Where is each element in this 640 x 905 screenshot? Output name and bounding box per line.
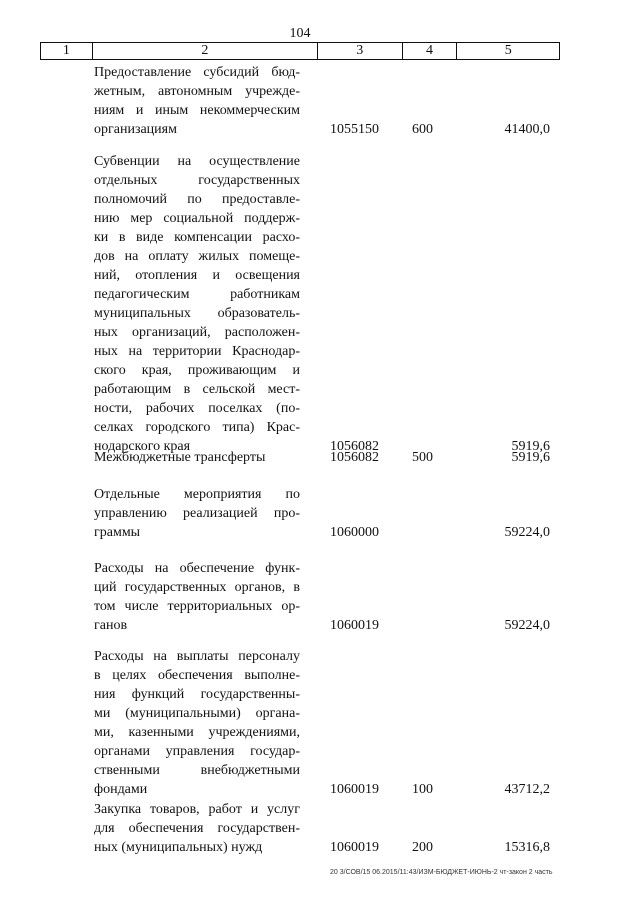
description-line: ний, отопления и освещения: [94, 268, 300, 283]
row-expense-type: 200: [412, 840, 433, 855]
row-description: [94, 485, 300, 542]
description-line: ми, казенными учреждениями,: [94, 725, 300, 740]
header-col-1: 1: [62, 43, 70, 58]
header-col-4: 4: [402, 43, 457, 59]
row-amount: 59224,0: [504, 618, 550, 633]
description-line: Закупка товаров, работ и услуг: [94, 802, 300, 817]
description-line: Субвенции на осуществление: [94, 154, 300, 169]
description-line: Расходы на выплаты персоналу: [94, 649, 300, 664]
description-line: для обеспечения государствен-: [94, 821, 300, 836]
row-code: 1055150: [330, 122, 379, 137]
row-code: 1056082: [330, 450, 379, 465]
row-description: [94, 559, 300, 635]
description-line: органами управления государ-: [94, 744, 300, 759]
row-amount: 15316,8: [504, 840, 550, 855]
description-line: Межбюджетные трансферты: [94, 450, 266, 465]
row-code: 1056082: [330, 439, 379, 454]
description-line: ных (муниципальных) нужд: [94, 840, 263, 855]
header-col-5: 5: [456, 43, 559, 59]
row-amount: 43712,2: [504, 782, 550, 797]
row-description: [94, 800, 300, 857]
description-line: полномочий по предоставле-: [94, 192, 300, 207]
description-line: том числе территориальных ор-: [94, 599, 300, 614]
description-line: Расходы на обеспечение функ-: [94, 561, 300, 576]
description-line: жетным, автономным учрежде-: [94, 84, 300, 99]
description-line: ций государственных органов, в: [94, 580, 300, 595]
footer-stamp: 20 3/СОВ/15 06.2015/11:43/ИЗМ-БЮДЖЕТ-ИЮНЬ-2 чт-закон 2 часть: [330, 869, 553, 876]
description-line: ниям и иным некоммерческим: [94, 103, 300, 118]
description-line: ности, рабочих поселках (по-: [94, 401, 300, 416]
header-col-3: 3: [317, 43, 402, 59]
description-line: ки в виде компенсации расхо-: [94, 230, 300, 245]
page-number: 104: [289, 26, 311, 41]
description-line: ных организаций, расположен-: [94, 325, 300, 340]
description-line: отдельных государственных: [94, 173, 300, 188]
row-code: 1060019: [330, 782, 379, 797]
description-line: ского края, проживающим и: [94, 363, 300, 378]
description-line: работающим в сельской мест-: [94, 382, 300, 397]
description-line: ственными внебюджетными: [94, 763, 300, 778]
description-line: ганов: [94, 618, 128, 633]
row-amount: 5919,6: [511, 439, 550, 454]
description-line: ния функций государственны-: [94, 687, 300, 702]
row-amount: 41400,0: [504, 122, 550, 137]
description-line: нодарского края: [94, 439, 191, 454]
description-line: нию мер социальной поддерж-: [94, 211, 300, 226]
description-line: фондами: [94, 782, 148, 797]
description-line: муниципальных образователь-: [94, 306, 300, 321]
row-description: [94, 448, 300, 467]
row-description: [94, 647, 300, 799]
row-code: 1060019: [330, 840, 379, 855]
description-line: в целях обеспечения выполне-: [94, 668, 300, 683]
row-amount: 5919,6: [511, 450, 550, 465]
description-line: организациям: [94, 122, 177, 137]
row-code: 1060019: [330, 618, 379, 633]
row-expense-type: 500: [412, 450, 433, 465]
row-description: [94, 152, 300, 456]
description-line: граммы: [94, 525, 141, 540]
description-line: педагогическим работникам: [94, 287, 300, 302]
description-line: ми (муниципальными) органа-: [94, 706, 300, 721]
row-expense-type: 100: [412, 782, 433, 797]
description-line: селках городского типа) Крас-: [94, 420, 300, 435]
header-col-2: 2: [92, 43, 317, 59]
row-code: 1060000: [330, 525, 379, 540]
row-description: [94, 63, 300, 139]
description-line: Предоставление субсидий бюд-: [94, 65, 300, 80]
description-line: дов на оплату жилых помеще-: [94, 249, 300, 264]
description-line: Отдельные мероприятия по: [94, 487, 300, 502]
table-header: [40, 42, 560, 60]
description-line: ных на территории Краснодар-: [94, 344, 300, 359]
row-expense-type: 600: [412, 122, 433, 137]
description-line: управлению реализацией про-: [94, 506, 300, 521]
row-amount: 59224,0: [504, 525, 550, 540]
